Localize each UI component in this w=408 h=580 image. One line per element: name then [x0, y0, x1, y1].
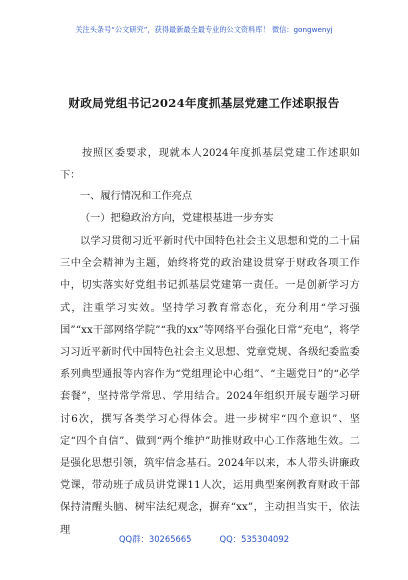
footer-contact: [0, 533, 408, 545]
qq-number: QQ：535304092: [219, 534, 290, 544]
intro-paragraph: 按照区委要求，现就本人2024年度抓基层党建工作述职如下：: [60, 148, 360, 182]
qq-group-number: QQ群：30265665: [118, 534, 192, 544]
body-paragraph: 以学习贯彻习近平新时代中国特色社会主义思想和党的二十届三中全会精神为主题，始终将党的政治建设贯穿于财政各项工作中，切实落实好党组书记抓基层党建第一责任。一是创新学习方式，注重学习实效。坚持学习教育常态化，充分利用“学习强国”“xx干部网络学院”“我的xx”等网络平台强化日常“充电”，将学习习近平新时代中国特色社会主义思想、党章党规、各级纪委监委系列典型通报等内容作为“党组理论中心组”、“主题党日”的“必学套餐”，坚持常学常思、学用结合。2024年组织开展专题学习研讨6次，撰写各类学习心得体会。进一步树牢“四个意识”、坚定“四个自信”、做到“两个维护”助推财政中心工作落地生效。二是强化思想引领，筑牢信念基石。2024年以来，本人带头讲廉政党课，带动班子成员讲党课11人次，运用典型案例教育财政干部保持清醒头脑、树牢法纪观念，摒弃“xx”，主动担当实干，依法理: [60, 236, 360, 536]
subsection-heading: （一）把稳政治方向，党建根基进一步夯实: [80, 213, 274, 224]
section-heading: 一、履行情况和工作亮点: [80, 191, 193, 202]
document-title: 财政局党组书记2024年度抓基层党建工作述职报告: [68, 96, 340, 110]
header-banner: 关注头条号“公文研究”，获得最新最全最专业的公文资料库！ 微信：gongwenyj: [75, 25, 333, 34]
